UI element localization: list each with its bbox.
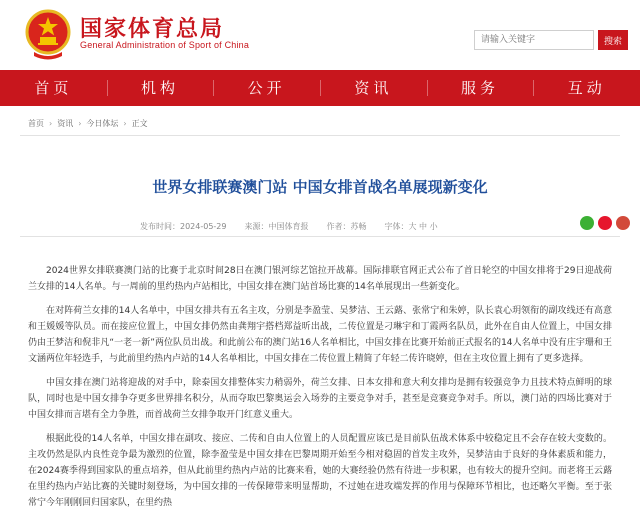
breadcrumb-news[interactable]: 资讯 bbox=[57, 119, 74, 128]
main-nav bbox=[0, 70, 640, 106]
breadcrumb-current: 正文 bbox=[131, 119, 148, 128]
article-paragraph: 在对阵荷兰女排的14人名单中，中国女排共有五名主攻，分别是李盈莹、吴梦洁、王云蕗、张常宁和朱婷，队长袁心玥领衔的副攻线还有高意和王媛媛等队员。而在接应位置上，中国女排仍然由龚翔宇搭档郑益昕出战，二传位置是刁琳宇和丁霞两名队员，此外在自由人位置上，中国女排仍由王梦洁和倪非凡“一老一新”两位队员出战。和此前公布的澳门站16人名单相比，中国女排在比赛开始前正式报名的14人名单中没有庄宇珊和王文涵两位年轻选手，与此前里约热内卢站的14人名单相比，中国女排在二传位置上精简了年轻二传许晓婷，但在主攻位置上拥有了更多选择。 bbox=[28, 306, 612, 364]
nav-item-news[interactable]: 资讯 bbox=[320, 70, 427, 106]
national-emblem-icon bbox=[24, 8, 72, 60]
search-input[interactable] bbox=[474, 30, 594, 50]
article-paragraph: 根据此役的14人名单，中国女排在副攻、接应、二传和自由人位置上的人员配置应该已是目前队伍战术体系中较稳定且不会存在较大变数的。主攻仍然是队内良性竞争最为激烈的位置，除李盈莹是中国女排在巴黎周期开始至今相对稳固的首发主攻外，吴梦洁由于良好的身体素质和能力，在2024赛季得到国家队的重点培养，但从此前里约热内卢站的比赛来看，她的大赛经验仍然有待进一步积累，也有较大的提升空间。而老将王云蕗在里约热内卢站比赛的关键时刻登场，为中国女排的一传保障带来明显帮助，不过她在进攻端发挥的作用与保障环节相比，也还略欠平衡。至于张常宁今年刚刚回归国家队，在里约热 bbox=[28, 434, 612, 508]
breadcrumb-separator: › bbox=[123, 119, 127, 128]
article-title: 世界女排联赛澳门站 中国女排首战名单展现新变化 bbox=[152, 178, 488, 196]
article-paragraph: 中国女排在澳门站将迎战的对手中，除泰国女排整体实力稍弱外，荷兰女排、日本女排和意大利女排均是拥有较强竞争力且技术特点鲜明的球队，同时也是中国女排争夺更多世界排名积分，从而夺取巴黎奥运会入场券的主要竞争对手，甚至是竞赛竞争对手。所以，澳门站的四场比赛对于中国女排而言堪有全力争胜，而首战荷兰女排争取开门红意义重大。 bbox=[28, 378, 612, 420]
nav-item-interaction[interactable]: 互动 bbox=[533, 70, 640, 106]
article-paragraph: 2024世界女排联赛澳门站的比赛于北京时间28日在澳门银河综艺馆拉开战幕。国际排联官网正式公布了首日轮空的中国女排将于29日迎战荷兰女排的14人名单。与一周前的里约热内卢站相比，中国女排在澳门站首场比赛的14名单展现出一些新变化。 bbox=[28, 266, 612, 292]
site-title[interactable]: 国家体育总局 bbox=[80, 17, 225, 42]
weibo-icon[interactable] bbox=[598, 216, 612, 230]
meta-divider bbox=[20, 236, 620, 237]
font-size-control[interactable]: 字体：大 中 小 bbox=[384, 222, 438, 231]
nav-item-public[interactable]: 公开 bbox=[213, 70, 320, 106]
breadcrumb-divider bbox=[20, 135, 620, 136]
article-author: 作者：苏畅 bbox=[326, 222, 367, 231]
article-meta bbox=[140, 221, 438, 232]
breadcrumb-home[interactable]: 首页 bbox=[28, 119, 44, 128]
share-bar bbox=[580, 216, 630, 230]
site-header bbox=[0, 0, 640, 70]
nav-item-institutions[interactable]: 机构 bbox=[107, 70, 214, 106]
breadcrumb bbox=[28, 118, 148, 129]
share-icon[interactable] bbox=[616, 216, 630, 230]
nav-item-home[interactable]: 首页 bbox=[34, 79, 73, 97]
article-body bbox=[28, 263, 612, 519]
breadcrumb-today-sports[interactable]: 今日体坛 bbox=[86, 119, 119, 128]
wechat-icon[interactable] bbox=[580, 216, 594, 230]
nav-item-services[interactable]: 服务 bbox=[427, 70, 534, 106]
publish-date: 发布时间：2024-05-29 bbox=[140, 222, 227, 231]
site-subtitle: General Administration of Sport of China bbox=[80, 40, 250, 50]
breadcrumb-separator: › bbox=[78, 119, 82, 128]
search-button[interactable]: 搜索 bbox=[598, 30, 628, 50]
breadcrumb-separator: › bbox=[49, 119, 53, 128]
article-source: 来源：中国体育报 bbox=[244, 222, 309, 231]
